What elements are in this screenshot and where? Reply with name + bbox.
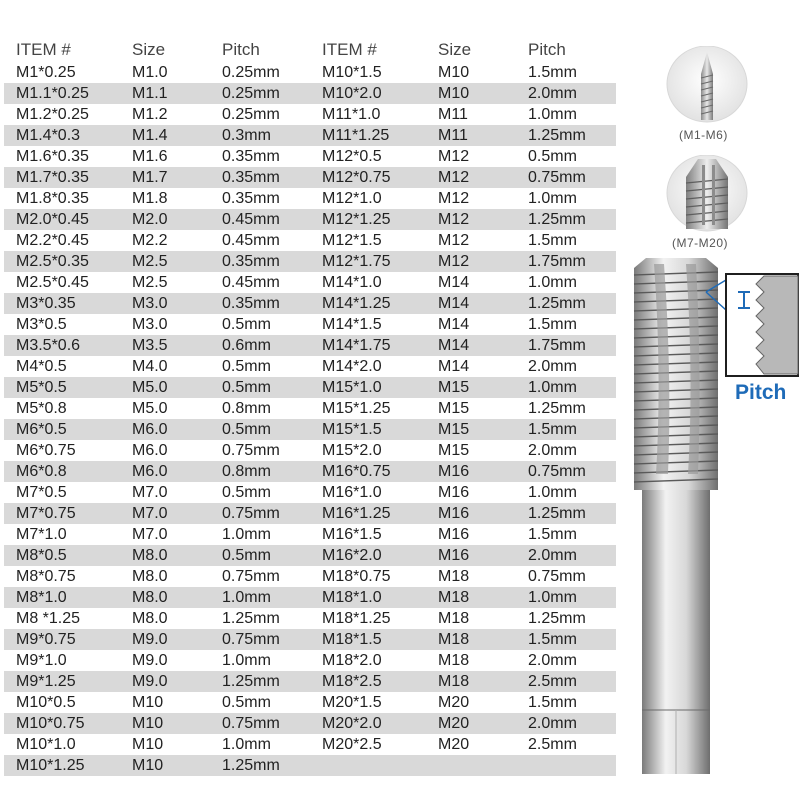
size-cell: M20	[438, 693, 470, 711]
item-cell: M6*0.75	[16, 441, 76, 459]
pitch-cell: 0.75mm	[528, 462, 586, 480]
item-cell: M18*1.0	[322, 588, 382, 606]
pitch-cell: 1.0mm	[528, 273, 577, 291]
item-cell: M9*0.75	[16, 630, 76, 648]
size-cell: M12	[438, 189, 470, 207]
table-row	[310, 503, 616, 524]
item-cell: M12*1.75	[322, 252, 391, 270]
table-row	[310, 146, 616, 167]
pitch-cell: 2.0mm	[528, 546, 577, 564]
size-cell: M10	[438, 84, 470, 102]
item-cell: M1.2*0.25	[16, 105, 89, 123]
pitch-cell: 0.25mm	[222, 105, 280, 123]
table-row	[310, 692, 616, 713]
size-cell: M18	[438, 567, 470, 585]
item-cell: M14*1.0	[322, 273, 382, 291]
pitch-cell: 1.5mm	[528, 693, 577, 711]
size-cell: M11	[438, 105, 468, 123]
item-cell: M9*1.0	[16, 651, 67, 669]
size-cell: M18	[438, 609, 470, 627]
size-cell: M3.5	[132, 336, 168, 354]
item-cell: M12*0.75	[322, 168, 391, 186]
table-row	[310, 734, 616, 755]
pitch-cell: 0.75mm	[222, 441, 280, 459]
tap-small-tip-image	[662, 46, 752, 126]
table-row	[310, 566, 616, 587]
pitch-cell: 1.0mm	[528, 189, 577, 207]
table-row	[310, 587, 616, 608]
table-row	[310, 461, 616, 482]
pitch-cell: 1.0mm	[222, 588, 271, 606]
item-cell: M3*0.5	[16, 315, 67, 333]
table-row	[4, 398, 310, 419]
item-cell: M8 *1.25	[16, 609, 81, 627]
table-row	[310, 482, 616, 503]
table-row	[4, 692, 310, 713]
item-cell: M15*2.0	[322, 441, 382, 459]
item-cell: M12*1.5	[322, 231, 382, 249]
table-row	[4, 356, 310, 377]
pitch-cell: 0.35mm	[222, 147, 280, 165]
item-cell: M10*0.75	[16, 714, 85, 732]
pitch-cell: 1.25mm	[222, 756, 280, 774]
table-row	[4, 83, 310, 104]
table-row	[4, 608, 310, 629]
item-cell: M16*0.75	[322, 462, 391, 480]
pitch-cell: 1.0mm	[528, 588, 577, 606]
pitch-cell: 1.0mm	[222, 651, 271, 669]
header-pitch: Pitch	[528, 40, 566, 59]
table-row	[4, 377, 310, 398]
item-cell: M1.4*0.3	[16, 126, 81, 144]
table-row	[310, 356, 616, 377]
pitch-cell: 1.25mm	[528, 210, 586, 228]
item-cell: M10*0.5	[16, 693, 76, 711]
size-cell: M16	[438, 546, 470, 564]
item-cell: M12*0.5	[322, 147, 382, 165]
pitch-cell: 0.75mm	[222, 714, 280, 732]
table-row	[4, 755, 310, 776]
size-cell: M18	[438, 672, 470, 690]
size-cell: M10	[132, 756, 164, 774]
item-cell: M1.8*0.35	[16, 189, 89, 207]
pitch-cell: 0.75mm	[222, 630, 280, 648]
size-cell: M12	[438, 147, 470, 165]
item-cell: M16*1.5	[322, 525, 382, 543]
pitch-cell: 0.25mm	[222, 84, 280, 102]
table-row	[4, 230, 310, 251]
table-row	[310, 167, 616, 188]
item-cell: M1.6*0.35	[16, 147, 89, 165]
table-row	[310, 104, 616, 125]
pitch-cell: 1.5mm	[528, 63, 577, 81]
pitch-cell: 0.5mm	[222, 546, 271, 564]
pitch-cell: 2.0mm	[528, 714, 577, 732]
size-cell: M6.0	[132, 441, 168, 459]
table-row	[4, 566, 310, 587]
item-cell: M4*0.5	[16, 357, 67, 375]
item-cell: M10*2.0	[322, 84, 382, 102]
right-spec-table	[310, 38, 616, 776]
size-cell: M3.0	[132, 315, 168, 333]
item-cell: M10*1.25	[16, 756, 85, 774]
table-row	[4, 734, 310, 755]
pitch-cell: 0.5mm	[222, 483, 271, 501]
pitch-cell: 1.25mm	[528, 294, 586, 312]
item-cell: M7*0.5	[16, 483, 67, 501]
size-cell: M16	[438, 504, 470, 522]
pitch-cell: 1.0mm	[222, 525, 271, 543]
item-cell: M1.7*0.35	[16, 168, 89, 186]
item-cell: M8*0.75	[16, 567, 76, 585]
size-cell: M9.0	[132, 630, 168, 648]
pitch-cell: 1.5mm	[528, 420, 577, 438]
size-cell: M16	[438, 462, 470, 480]
item-cell: M3.5*0.6	[16, 336, 81, 354]
table-row	[4, 125, 310, 146]
item-cell: M2.5*0.45	[16, 273, 89, 291]
table-row	[310, 230, 616, 251]
pitch-cell: 1.5mm	[528, 630, 577, 648]
table-row	[4, 524, 310, 545]
table-row	[310, 251, 616, 272]
item-cell: M18*1.5	[322, 630, 382, 648]
item-cell: M11*1.25	[322, 126, 390, 144]
size-cell: M5.0	[132, 399, 168, 417]
item-cell: M16*1.0	[322, 483, 382, 501]
tap-large-tip-image	[662, 155, 752, 235]
item-cell: M10*1.5	[322, 63, 382, 81]
table-row	[4, 293, 310, 314]
pitch-cell: 0.5mm	[222, 693, 271, 711]
item-cell: M12*1.0	[322, 189, 382, 207]
table-row	[4, 587, 310, 608]
pitch-detail-callout	[704, 270, 800, 380]
table-row	[310, 650, 616, 671]
size-cell: M8.0	[132, 588, 168, 606]
item-cell: M20*1.5	[322, 693, 382, 711]
size-cell: M6.0	[132, 462, 168, 480]
pitch-cell: 1.5mm	[528, 231, 577, 249]
size-cell: M3.0	[132, 294, 168, 312]
left-spec-table	[4, 38, 310, 776]
pitch-cell: 0.35mm	[222, 189, 280, 207]
item-cell: M20*2.0	[322, 714, 382, 732]
table-row	[310, 671, 616, 692]
table-row	[4, 650, 310, 671]
item-cell: M2.0*0.45	[16, 210, 89, 228]
size-cell: M14	[438, 294, 470, 312]
table-row	[4, 272, 310, 293]
table-row	[310, 83, 616, 104]
size-cell: M2.2	[132, 231, 168, 249]
pitch-cell: 2.0mm	[528, 441, 577, 459]
table-row	[4, 167, 310, 188]
table-row	[4, 503, 310, 524]
right-table-header	[310, 38, 616, 62]
table-row	[310, 209, 616, 230]
table-row	[4, 419, 310, 440]
size-cell: M8.0	[132, 567, 168, 585]
item-cell: M7*0.75	[16, 504, 76, 522]
pitch-cell: 1.5mm	[528, 315, 577, 333]
pitch-cell: 0.75mm	[528, 567, 586, 585]
table-row	[4, 335, 310, 356]
size-cell: M16	[438, 483, 470, 501]
size-cell: M14	[438, 357, 470, 375]
pitch-cell: 1.75mm	[528, 336, 586, 354]
size-cell: M9.0	[132, 672, 168, 690]
table-row	[4, 251, 310, 272]
size-cell: M1.2	[132, 105, 168, 123]
size-cell: M20	[438, 714, 470, 732]
size-cell: M8.0	[132, 546, 168, 564]
item-cell: M2.5*0.35	[16, 252, 89, 270]
item-cell: M1.1*0.25	[16, 84, 89, 102]
empty-row	[310, 755, 616, 776]
table-row	[310, 125, 616, 146]
table-row	[4, 713, 310, 734]
table-row	[4, 314, 310, 335]
item-cell: M18*2.0	[322, 651, 382, 669]
pitch-cell: 0.75mm	[528, 168, 586, 186]
header-item: ITEM #	[16, 40, 71, 59]
tap-small-range-label: (M1-M6)	[679, 128, 728, 142]
size-cell: M15	[438, 441, 470, 459]
item-cell: M15*1.0	[322, 378, 382, 396]
table-row	[310, 398, 616, 419]
table-row	[4, 671, 310, 692]
item-cell: M8*0.5	[16, 546, 67, 564]
item-cell: M6*0.5	[16, 420, 67, 438]
pitch-cell: 0.45mm	[222, 231, 280, 249]
size-cell: M1.7	[132, 168, 168, 186]
table-row	[310, 293, 616, 314]
item-cell: M1*0.25	[16, 63, 76, 81]
pitch-cell: 2.0mm	[528, 357, 577, 375]
item-cell: M5*0.5	[16, 378, 67, 396]
size-cell: M10	[132, 693, 164, 711]
size-cell: M2.5	[132, 252, 168, 270]
pitch-cell: 0.6mm	[222, 336, 271, 354]
pitch-cell: 0.45mm	[222, 273, 280, 291]
pitch-cell: 1.25mm	[528, 126, 586, 144]
table-row	[4, 440, 310, 461]
pitch-cell: 1.0mm	[528, 105, 577, 123]
pitch-cell: 0.35mm	[222, 168, 280, 186]
size-cell: M10	[438, 63, 470, 81]
size-cell: M18	[438, 630, 470, 648]
pitch-cell: 0.35mm	[222, 252, 280, 270]
table-row	[4, 146, 310, 167]
item-cell: M14*1.25	[322, 294, 391, 312]
header-size: Size	[132, 40, 166, 59]
size-cell: M7.0	[132, 525, 168, 543]
size-cell: M1.1	[132, 84, 168, 102]
size-cell: M12	[438, 168, 470, 186]
item-cell: M18*0.75	[322, 567, 391, 585]
size-cell: M20	[438, 735, 470, 753]
header-size: Size	[438, 40, 472, 59]
pitch-cell: 0.5mm	[222, 378, 271, 396]
pitch-cell: 1.75mm	[528, 252, 586, 270]
size-cell: M10	[132, 735, 164, 753]
item-cell: M14*1.5	[322, 315, 382, 333]
size-cell: M15	[438, 399, 470, 417]
table-row	[310, 524, 616, 545]
size-cell: M7.0	[132, 504, 168, 522]
pitch-cell: 1.25mm	[222, 672, 280, 690]
table-row	[310, 629, 616, 650]
table-row	[310, 314, 616, 335]
item-cell: M15*1.25	[322, 399, 391, 417]
item-cell: M2.2*0.45	[16, 231, 89, 249]
item-cell: M16*2.0	[322, 546, 382, 564]
item-cell: M7*1.0	[16, 525, 67, 543]
pitch-cell: 0.5mm	[528, 147, 577, 165]
pitch-cell: 1.25mm	[528, 609, 586, 627]
pitch-cell: 0.5mm	[222, 420, 271, 438]
size-cell: M12	[438, 210, 470, 228]
pitch-cell: 2.0mm	[528, 651, 577, 669]
pitch-cell: 2.5mm	[528, 735, 577, 753]
table-row	[310, 608, 616, 629]
size-cell: M2.5	[132, 273, 168, 291]
size-cell: M11	[438, 126, 468, 144]
table-row	[310, 419, 616, 440]
table-row	[4, 482, 310, 503]
header-pitch: Pitch	[222, 40, 260, 59]
size-cell: M12	[438, 252, 470, 270]
item-cell: M16*1.25	[322, 504, 391, 522]
pitch-cell: 1.5mm	[528, 525, 577, 543]
pitch-cell: 0.35mm	[222, 294, 280, 312]
pitch-cell: 1.25mm	[528, 399, 586, 417]
pitch-cell: 0.3mm	[222, 126, 271, 144]
table-row	[4, 209, 310, 230]
pitch-label: Pitch	[735, 381, 787, 404]
item-cell: M6*0.8	[16, 462, 67, 480]
item-cell: M10*1.0	[16, 735, 76, 753]
item-cell: M9*1.25	[16, 672, 76, 690]
item-cell: M5*0.8	[16, 399, 67, 417]
pitch-cell: 1.25mm	[222, 609, 280, 627]
size-cell: M2.0	[132, 210, 168, 228]
size-cell: M1.8	[132, 189, 168, 207]
pitch-cell: 0.75mm	[222, 504, 280, 522]
size-cell: M12	[438, 231, 470, 249]
table-row	[310, 377, 616, 398]
size-cell: M8.0	[132, 609, 168, 627]
pitch-cell: 0.5mm	[222, 357, 271, 375]
pitch-cell: 1.0mm	[528, 378, 577, 396]
item-cell: M12*1.25	[322, 210, 391, 228]
item-cell: M3*0.35	[16, 294, 76, 312]
table-row	[4, 104, 310, 125]
size-cell: M14	[438, 336, 470, 354]
size-cell: M4.0	[132, 357, 168, 375]
table-row	[310, 188, 616, 209]
item-cell: M15*1.5	[322, 420, 382, 438]
table-row	[310, 62, 616, 83]
item-cell: M14*2.0	[322, 357, 382, 375]
pitch-cell: 0.5mm	[222, 315, 271, 333]
item-cell: M14*1.75	[322, 336, 391, 354]
size-cell: M1.6	[132, 147, 168, 165]
table-row	[310, 713, 616, 734]
size-cell: M14	[438, 315, 470, 333]
pitch-cell: 0.75mm	[222, 567, 280, 585]
pitch-cell: 1.0mm	[528, 483, 577, 501]
pitch-cell: 0.8mm	[222, 399, 271, 417]
table-row	[310, 272, 616, 293]
table-row	[4, 629, 310, 650]
left-table-header	[4, 38, 310, 62]
size-cell: M1.4	[132, 126, 168, 144]
size-cell: M9.0	[132, 651, 168, 669]
table-row	[310, 545, 616, 566]
item-cell: M18*1.25	[322, 609, 391, 627]
size-cell: M10	[132, 714, 164, 732]
size-cell: M15	[438, 420, 470, 438]
table-row	[310, 440, 616, 461]
size-cell: M18	[438, 651, 470, 669]
tap-large-range-label: (M7-M20)	[672, 236, 729, 250]
size-cell: M15	[438, 378, 470, 396]
size-cell: M14	[438, 273, 470, 291]
pitch-cell: 0.25mm	[222, 63, 280, 81]
size-cell: M7.0	[132, 483, 168, 501]
pitch-cell: 0.45mm	[222, 210, 280, 228]
pitch-cell: 2.0mm	[528, 84, 577, 102]
pitch-cell: 1.25mm	[528, 504, 586, 522]
item-cell: M11*1.0	[322, 105, 381, 123]
size-cell: M1.0	[132, 63, 168, 81]
table-row	[4, 62, 310, 83]
table-row	[4, 545, 310, 566]
size-cell: M5.0	[132, 378, 168, 396]
item-cell: M18*2.5	[322, 672, 382, 690]
pitch-cell: 1.0mm	[222, 735, 271, 753]
table-row	[310, 335, 616, 356]
header-item: ITEM #	[322, 40, 377, 59]
size-cell: M18	[438, 588, 470, 606]
size-cell: M6.0	[132, 420, 168, 438]
item-cell: M8*1.0	[16, 588, 67, 606]
size-cell: M16	[438, 525, 470, 543]
item-cell: M20*2.5	[322, 735, 382, 753]
table-row	[4, 461, 310, 482]
pitch-cell: 2.5mm	[528, 672, 577, 690]
table-row	[4, 188, 310, 209]
pitch-cell: 0.8mm	[222, 462, 271, 480]
